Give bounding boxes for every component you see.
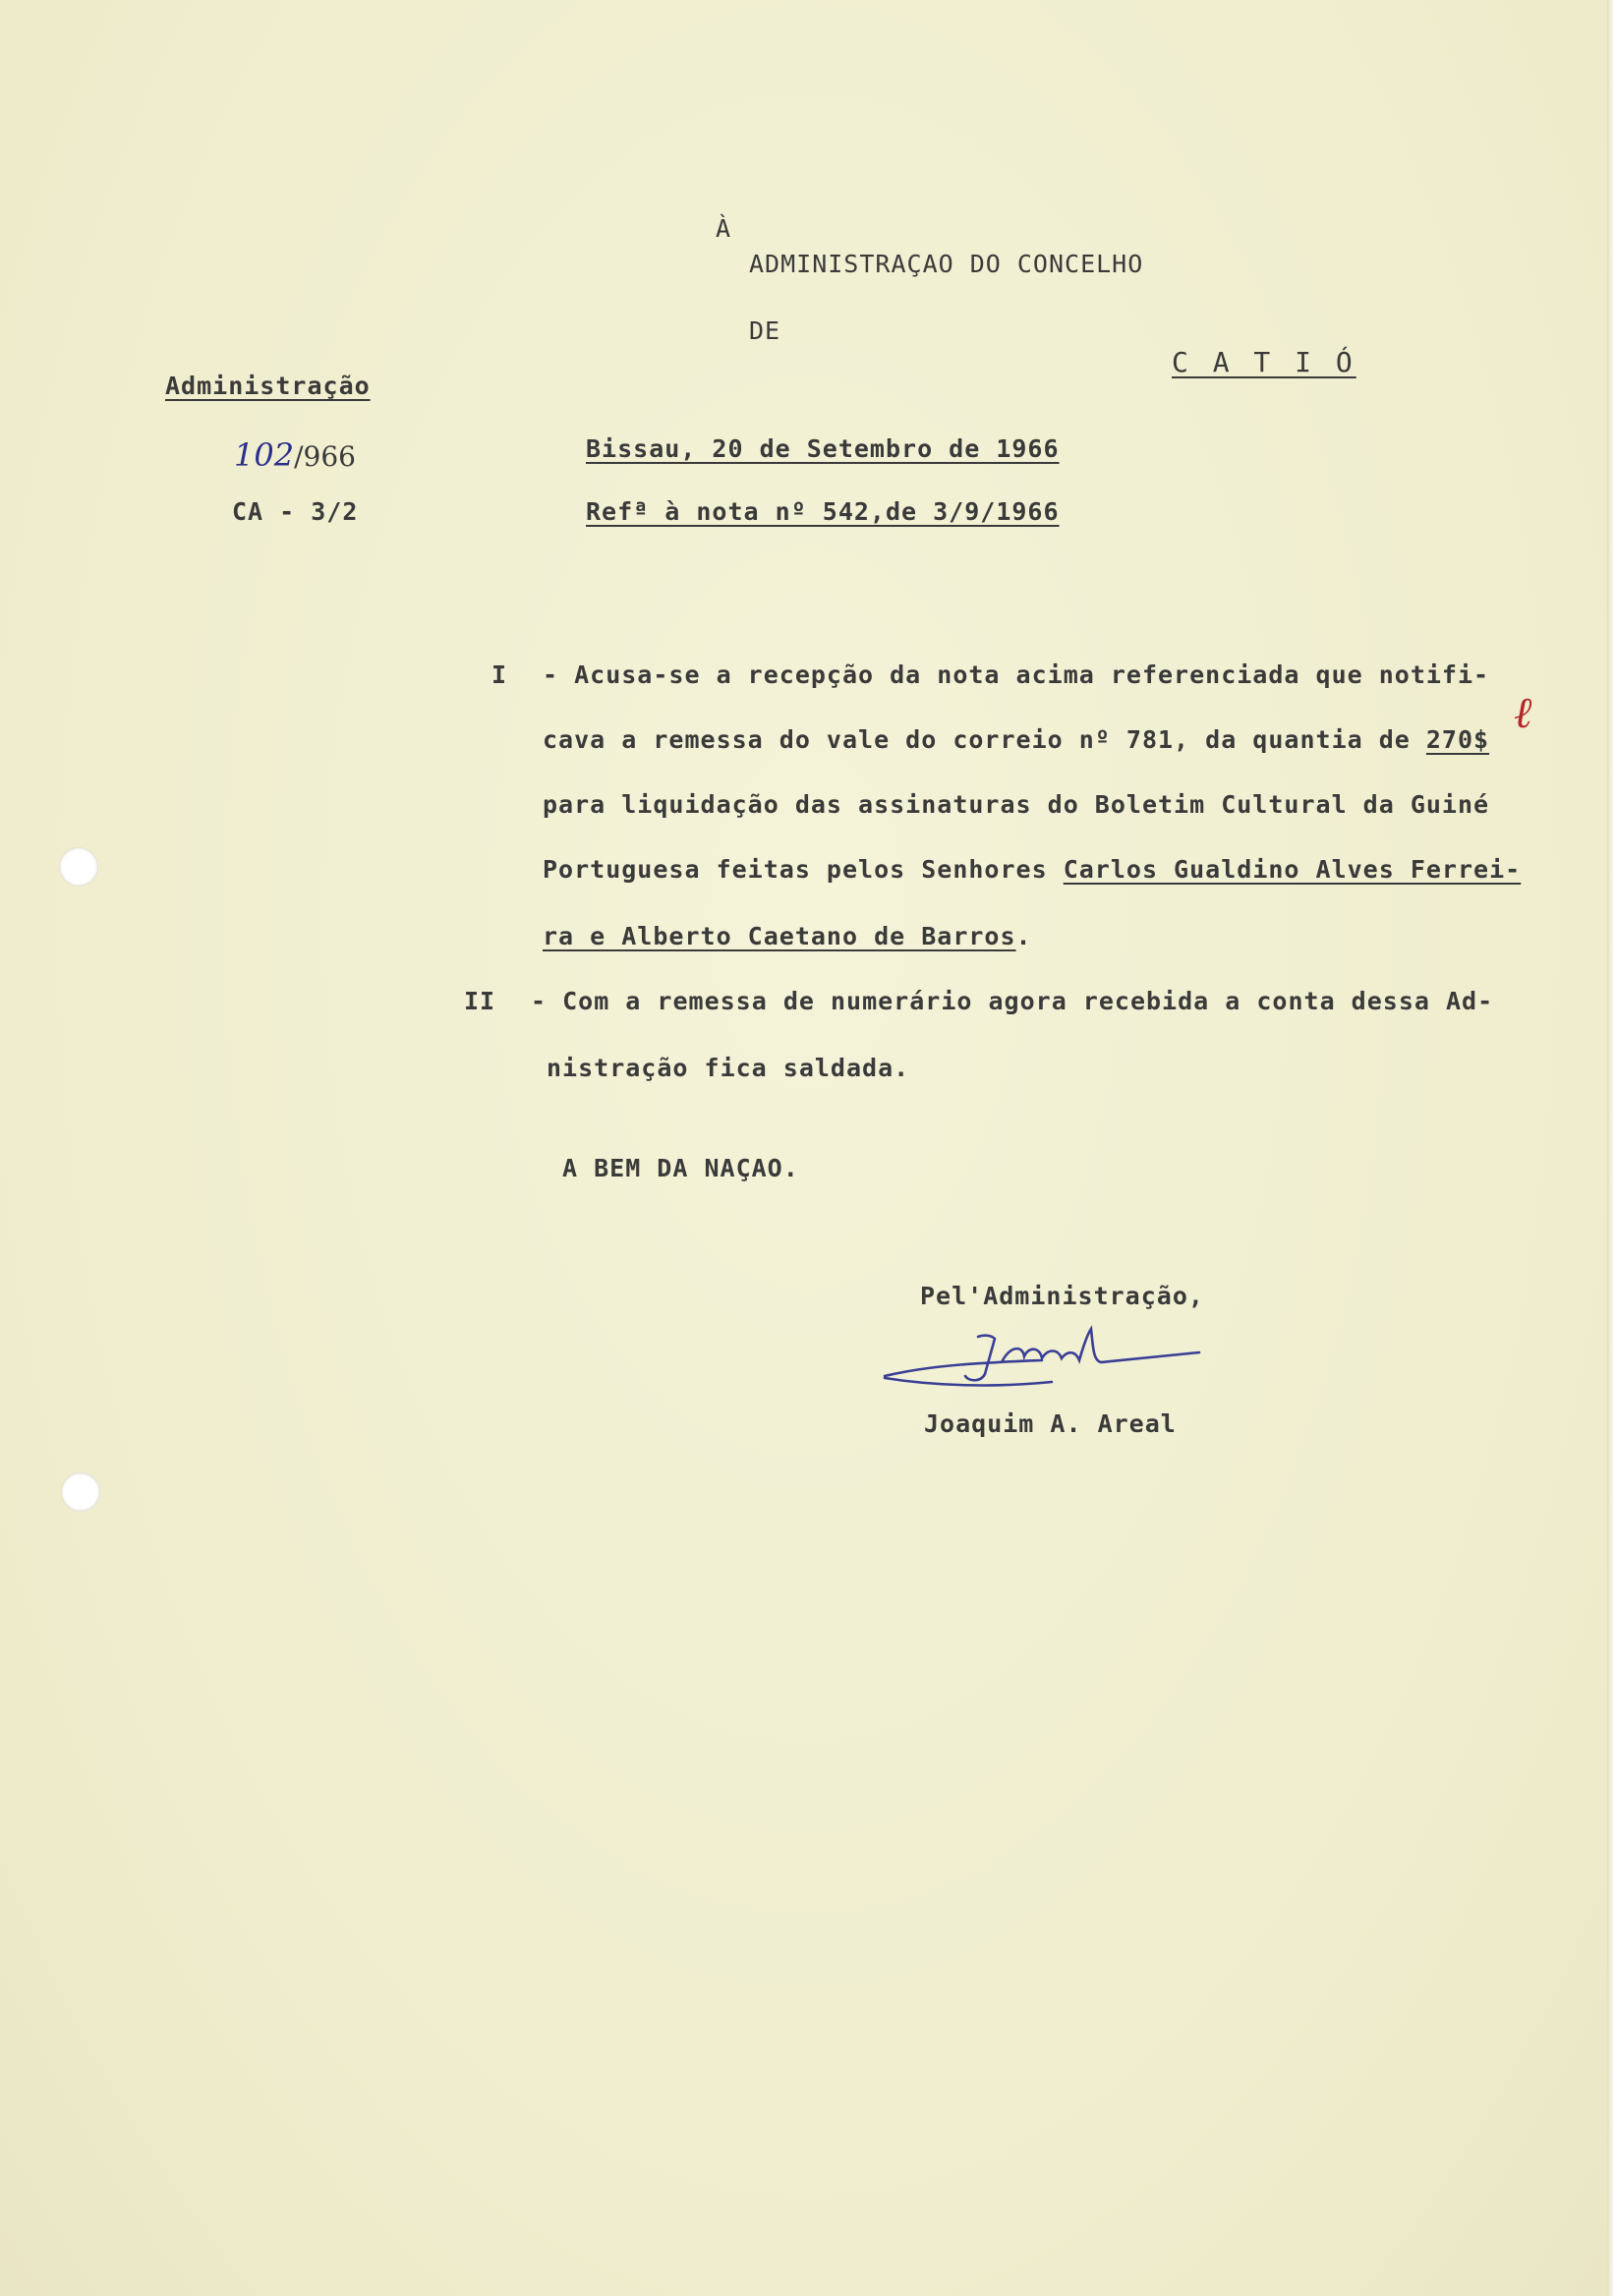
signatory-name: Joaquim A. Areal <box>924 1409 1177 1438</box>
punch-hole-bottom <box>61 1472 100 1512</box>
punch-hole-top <box>59 847 98 887</box>
paragraph-1-line-2 <box>543 725 1489 754</box>
department-label: Administração <box>165 372 371 400</box>
handwritten-number: 102 <box>234 436 295 474</box>
paragraph-1-end: . <box>1015 922 1032 950</box>
paragraph-1-line-3: para liquidação das assinaturas do Boletim Cultural da Guiné <box>543 790 1490 819</box>
page-edge <box>1607 0 1615 2296</box>
paragraph-2-line-2: nistração fica saldada. <box>547 1054 910 1082</box>
handwritten-signature <box>875 1317 1229 1406</box>
amount: 270$ <box>1425 725 1490 754</box>
red-pencil-mark: ℓ <box>1514 688 1532 738</box>
recipient-line-1: ADMINISTRAÇAO DO CONCELHO <box>749 250 1144 278</box>
signature-prefix: Pel'Administração, <box>920 1282 1204 1310</box>
paragraph-1-line-1: - Acusa-se a recepção da nota acima referenciada que notifi- <box>543 660 1490 689</box>
subscriber-name-1: Carlos Gualdino Alves Ferrei- <box>1063 855 1522 884</box>
typed-year: /966 <box>294 440 356 473</box>
paragraph-1-number: I <box>491 660 508 689</box>
paragraph-1-line-4 <box>543 855 1521 884</box>
document-number <box>234 436 356 474</box>
date-line: Bissau, 20 de Setembro de 1966 <box>586 434 1060 463</box>
file-code: CA - 3/2 <box>232 497 359 526</box>
recipient-prefix: À <box>716 214 732 243</box>
recipient-place: C A T I Ó <box>1172 346 1356 378</box>
paragraph-2-number: II <box>464 987 496 1015</box>
subscriber-name-2: ra e Alberto Caetano de Barros <box>543 922 1016 950</box>
paragraph-2-line-1: - Com a remessa de numerário agora recebida a conta dessa Ad- <box>531 987 1494 1015</box>
paragraph-1-line-5 <box>543 922 1032 950</box>
reference-line: Refª à nota nº 542,de 3/9/1966 <box>586 497 1060 526</box>
paragraph-1-line-4-text: Portuguesa feitas pelos Senhores <box>543 855 1064 884</box>
closing-salutation: A BEM DA NAÇAO. <box>562 1154 799 1182</box>
paragraph-1-line-2-text: cava a remessa do vale do correio nº 781, da quantia de <box>543 725 1426 754</box>
recipient-line-2: DE <box>749 316 781 345</box>
